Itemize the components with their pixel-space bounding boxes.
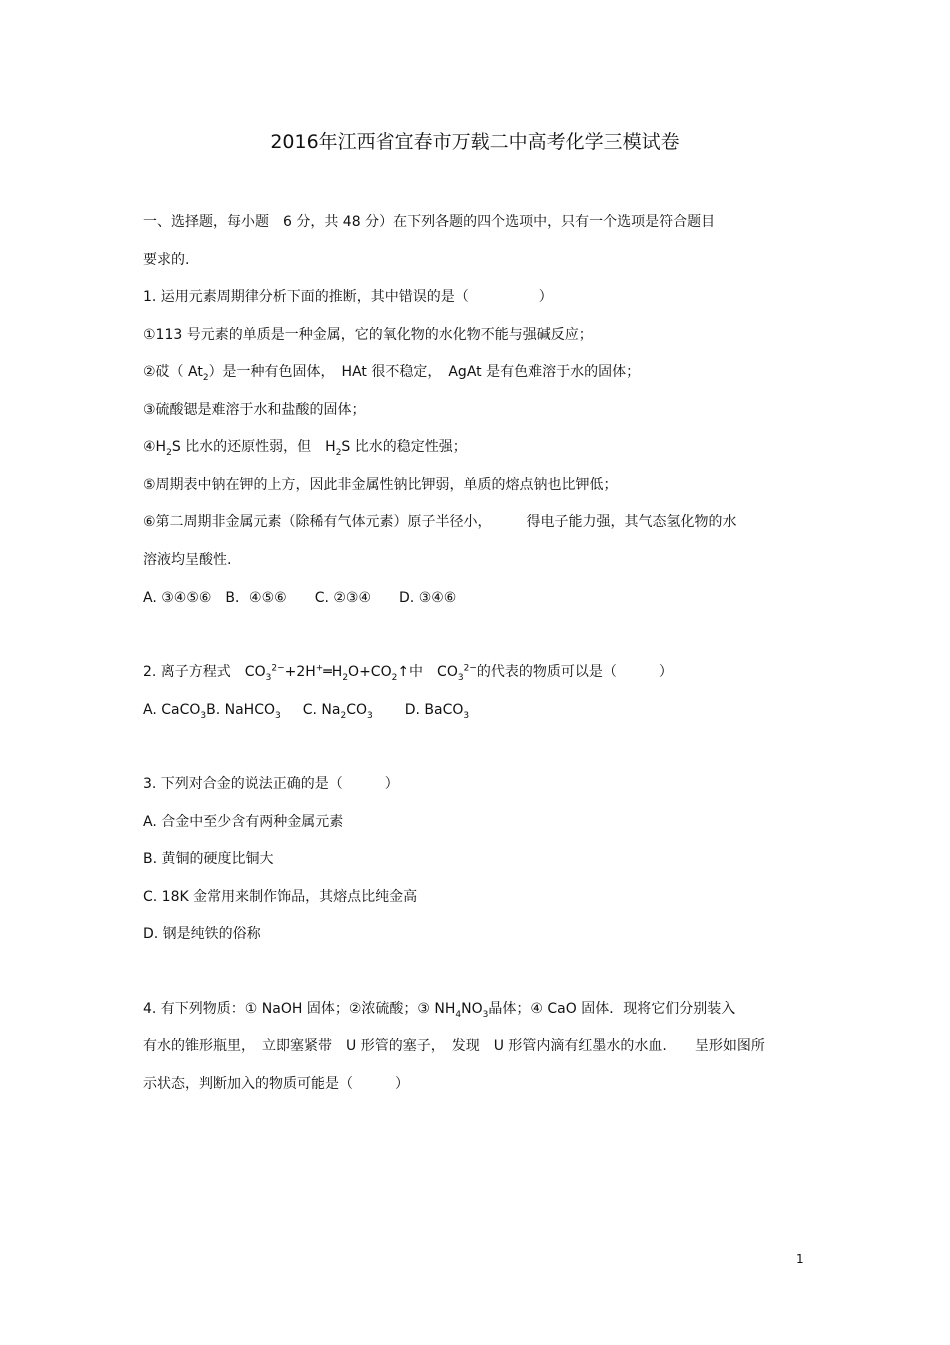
q4-stem-line2: 有水的锥形瓶里， 立即塞紧带 U 形管的塞子， 发现 U 形管内滴有红墨水的水血. 呈形如图所 (143, 1038, 765, 1054)
q4-stem-line1: 4. 有下列物质：① NaOH 固体；②浓硫酸；③ $NH_4NO_3$晶体；④ CaO 固体．现将它们分别装入 (143, 1001, 736, 1020)
q3-option-d: D. 钢是纯铁的俗称 (143, 926, 261, 942)
q4-stem-line3: 示状态，判断加入的物质可能是（ ） (143, 1076, 409, 1092)
q1-options: A. ③④⑤⑥ B．④⑤⑥ C. ②③④ D. ③④⑥ (143, 590, 457, 606)
section-instruction-line2: 要求的. (143, 252, 190, 268)
q1-statement-6-cont: 溶液均呈酸性. (143, 552, 232, 568)
q1-stem: 1. 运用元素周期律分析下面的推断，其中错误的是（ ） (143, 289, 553, 305)
q2-options (143, 700, 469, 720)
q2-option-b: B. NaHCO$_3$ (206, 702, 281, 721)
q3-option-c: C. 18K 金常用来制作饰品，其熔点比纯金高 (143, 889, 418, 905)
q2-option-d: D. BaCO$_3$ (404, 702, 470, 721)
q1-statement-2: ②砹（ $At_2$）是一种有色固体， HAt 很不稳定， AgAt 是有色难溶于水的固体； (143, 364, 641, 383)
q3-option-a: A. 合金中至少含有两种金属元素 (143, 814, 344, 830)
q1-statement-6: ⑥第二周期非金属元素（除稀有气体元素）原子半径小， 得电子能力强，其气态氢化物的水 (143, 514, 737, 530)
q2-option-c: C. $Na_2CO_3$ (302, 702, 373, 721)
q1-statement-3: ③硫酸锶是难溶于水和盐酸的固体； (143, 402, 366, 418)
q1-statement-1: ①113 号元素的单质是一种金属，它的氧化物的水化物不能与强碱反应； (143, 327, 593, 343)
q3-stem: 3. 下列对合金的说法正确的是（ ） (143, 776, 399, 792)
q1-statement-4: $④H_2S$ 比水的还原性弱，但 $H_2S$ 比水的稳定性强； (143, 439, 467, 458)
q3-option-b: B. 黄铜的硬度比铜大 (143, 851, 274, 867)
q2-option-a: A. CaCO$_3$ (143, 702, 207, 721)
section-instruction-line1: 一、选择题，每小题 6 分，共 48 分）在下列各题的四个选项中，只有一个选项是符合题目 (143, 214, 716, 230)
q2-stem: 2. 离子方程式 $CO_3^{2-}+2H^+═H_2O+CO_2↑$中 $CO_3^{2-}$的代表的物质可以是（ ） (143, 663, 673, 683)
page-title: 2016年江西省宜春市万载二中高考化学三模试卷 (270, 131, 680, 153)
q1-statement-5: ⑤周期表中钠在钾的上方，因此非金属性钠比钾弱，单质的熔点钠也比钾低； (143, 477, 618, 493)
page-number: 1 (796, 1252, 804, 1266)
